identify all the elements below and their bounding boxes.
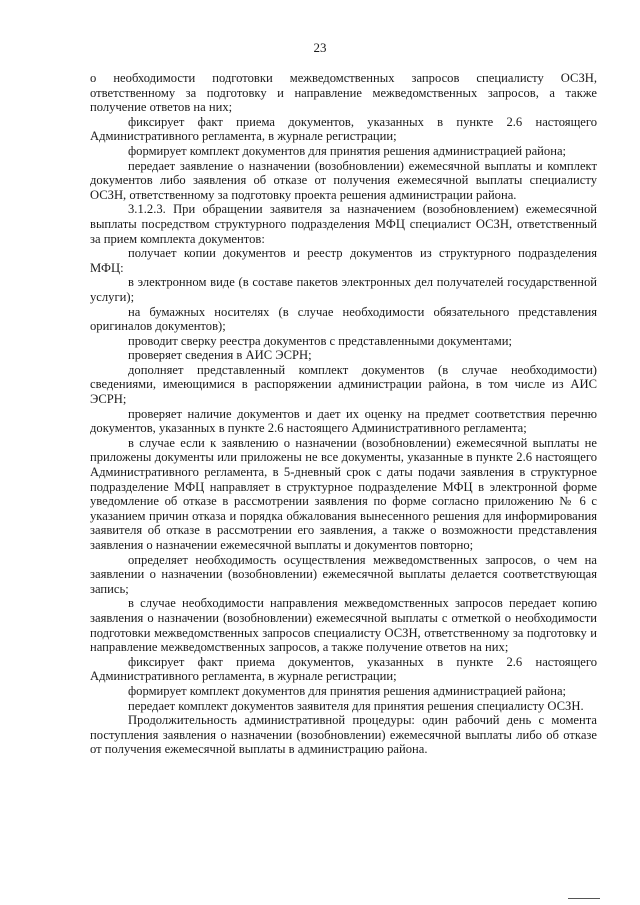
paragraph: 3.1.2.3. При обращении заявителя за назначением (возобновлением) ежемесячной выплаты посредством структурного подразделения МФЦ специалист ОСЗН, ответственный за прием комплекта документов: xyxy=(90,202,597,246)
paragraph: проводит сверку реестра документов с представленными документами; xyxy=(128,333,512,348)
paragraph: формирует комплект документов для принятия решения администрацией района; xyxy=(128,143,567,158)
paragraph: передает заявление о назначении (возобновлении) ежемесячной выплаты и комплект документов либо заявления об отказе от получения ежемесячной выплаты специалисту ОСЗН, ответственному за подготовку проекта решения администрации района. xyxy=(90,158,597,202)
scan-corner-mark xyxy=(568,898,600,899)
paragraph: фиксирует факт приема документов, указанных в пункте 2.6 настоящего Административного регламента, в журнале регистрации; xyxy=(90,654,597,684)
paragraph: фиксирует факт приема документов, указанных в пункте 2.6 настоящего Административного регламента, в журнале регистрации; xyxy=(90,114,597,144)
paragraph: проверяет сведения в АИС ЭСРН; xyxy=(128,348,312,363)
paragraph: дополняет представленный комплект документов (в случае необходимости) сведениями, имеющимися в распоряжении администрации района, в том числе из АИС ЭСРН; xyxy=(90,362,597,407)
page-number: 23 xyxy=(313,40,327,55)
paragraph: в случае если к заявлению о назначении (возобновлении) ежемесячной выплаты не приложены документы или приложены не все документы, указанные в пункте 2.6 настоящего Административного регламента, в 5-дневный срок с даты подачи заявления в структурное подразделение МФЦ направляет в структурное подразделение МФЦ в электронной форме уведомление об отказе в рассмотрении заявления по форме согласно приложению № 6 с указанием причин отказа и порядка обжалования вынесенного решения для информирования заявителя об отказе в рассмотрении его заявления, а также о возможности представления заявления о назначении ежемесячной выплаты и документов повторно; xyxy=(90,435,597,552)
paragraph: о необходимости подготовки межведомственных запросов специалисту ОСЗН, ответственному за подготовку и направление межведомственных запросов, а также получение ответов на них; xyxy=(90,71,597,115)
paragraph: на бумажных носителях (в случае необходимости обязательного представления оригиналов документов); xyxy=(90,304,597,334)
paragraph: определяет необходимость осуществления межведомственных запросов, о чем на заявлении о назначении (возобновлении) ежемесячной выплаты делается соответствующая запись; xyxy=(90,552,597,596)
paragraph: в случае необходимости направления межведомственных запросов передает копию заявления о назначении (возобновлении) ежемесячной выплаты с отметкой о необходимости подготовки межведомственных запросов специалисту ОСЗН, ответственному за подготовку и направление межведомственных запросов, а также получение ответов на них; xyxy=(90,596,597,655)
document-body xyxy=(90,71,597,757)
paragraph: проверяет наличие документов и дает их оценку на предмет соответствия перечню документов, указанных в пункте 2.6 настоящего Административного регламента; xyxy=(90,406,597,436)
paragraph: получает копии документов и реестр документов из структурного подразделения МФЦ: xyxy=(90,246,597,275)
paragraph: в электронном виде (в составе пакетов электронных дел получателей государственной услуги); xyxy=(90,275,597,304)
paragraph: формирует комплект документов для принятия решения администрацией района; xyxy=(128,683,567,698)
paragraph: передает комплект документов заявителя для принятия решения специалисту ОСЗН. xyxy=(128,698,584,713)
paragraph: Продолжительность административной процедуры: один рабочий день с момента поступления заявления о назначении (возобновлении) ежемесячной выплаты либо об отказе от получения ежемесячной выплаты в администрацию района. xyxy=(90,713,597,757)
